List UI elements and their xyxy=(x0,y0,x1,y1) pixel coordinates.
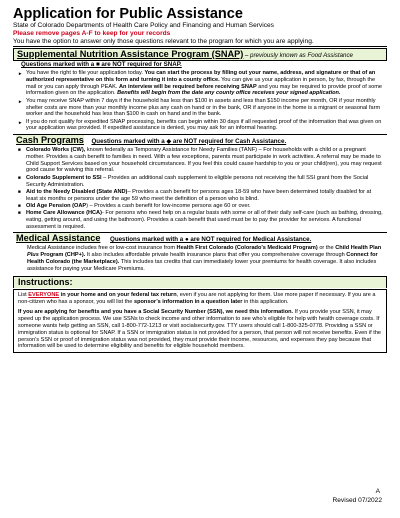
text-run: Aid to the Needy Disabled (State AND) xyxy=(26,188,128,195)
list-item xyxy=(17,98,383,118)
text-run: Colorado Works (CW), xyxy=(26,147,86,153)
page-title: Application for Public Assistance xyxy=(13,6,243,22)
cash-bullets xyxy=(13,146,387,232)
text-run: Health First Colorado (Colorado’s Medicaid Program) xyxy=(176,245,318,252)
cash-section xyxy=(13,134,387,232)
agency-line: State of Colorado Departments of Health Care Policy and Financing and Human Services xyxy=(13,22,274,30)
list-item xyxy=(17,119,383,133)
list-item xyxy=(17,175,383,189)
text-run: If you do not qualify for expedited SNAP processing, benefits can begin within 30 days if all requested proof of the information that was given on your application was provided. If expedited assistance is denied, you may ask for an informal hearing. xyxy=(26,118,382,132)
text-run: or the xyxy=(317,245,336,252)
text-run: in this application. xyxy=(242,298,289,305)
instructions-box xyxy=(13,289,387,354)
medical-text xyxy=(13,244,387,273)
text-run: , even if you are not applying for them. Use more paper if necessary. If you are a non-citizen who has a sponsor, you will list the xyxy=(18,291,376,305)
text-run: Medical Assistance includes free or low-cost insurance from xyxy=(27,245,177,252)
list-item xyxy=(17,147,383,174)
cash-title: Cash Programs xyxy=(16,134,84,145)
list-item xyxy=(17,210,383,230)
text-run: sponsor’s information in a question later xyxy=(133,298,243,305)
list-item xyxy=(17,189,383,203)
instructions-para-2 xyxy=(18,309,382,350)
text-run: Plus xyxy=(27,252,39,259)
text-run: Connect for Health Colorado (the Marketplace). xyxy=(27,252,378,266)
cash-marker: Questions marked with a ◆ are NOT required for Cash Assistance. xyxy=(91,137,287,145)
snap-marker: Questions marked with a ■ are NOT required for SNAP. xyxy=(21,61,182,69)
text-run: You can give us your application in person, by fax, through the mail or you can apply through PEAK. xyxy=(26,76,376,90)
text-run: This includes tax credits that can immediately lower your premiums for health coverage. It also includes assistance for paying your Medicare Premiums. xyxy=(27,259,377,272)
snap-previously: – previously known as Food Assistance xyxy=(244,51,353,59)
medical-marker: Questions marked with a ● are NOT required for Medical Assistance. xyxy=(110,236,312,244)
cash-header xyxy=(13,135,387,146)
list-item xyxy=(17,70,383,97)
medical-section xyxy=(13,232,387,273)
instructions-header: Instructions: xyxy=(13,276,387,288)
snap-title: Supplemental Nutrition Assistance Program (SNAP) xyxy=(17,48,244,59)
remove-pages-note: Please remove pages A-F to keep for your records xyxy=(13,30,171,38)
list-item xyxy=(17,203,383,210)
text-run: EVERYONE xyxy=(28,291,60,298)
text-run: – Provides a cash benefit for persons ages 18-59 who have been determined totally disabled for at least six months or persons under the age 59 who meet the definition of a person who is blind. xyxy=(26,188,372,202)
text-run: If you are applying for benefits and you have a Social Security Number (SSN), we need this information. xyxy=(18,309,294,316)
text-run: It also includes affordable private health insurance plans that offer you comprehensive coverage through xyxy=(85,252,347,259)
snap-bullets xyxy=(13,69,387,134)
page-footer xyxy=(333,488,383,505)
instructions-para-1 xyxy=(18,292,382,306)
text-run: You may receive SNAP within 7 days if the household has less than $100 in assets and less than $150 income per month, OR if your monthly shelter costs are more than your monthly income plus any cash on hand or in the bank, OR if anyone in the home is a migrant or seasonal farm worker and the household has less than $100 in cash on hand and in the bank. xyxy=(26,97,381,118)
snap-header xyxy=(13,48,387,61)
text-run: - For persons who need help on a regular basis with some or all of their daily self-care (such as bathing, dressing, eating, getting around, and using the bathroom). Provides a cash benefit that used must be to pay the provider for services. A functional assessment is required. xyxy=(26,210,383,230)
text-run: An interview will be required before receiving SNAP xyxy=(118,83,257,90)
medical-header xyxy=(13,233,387,244)
text-run: You can start the process by filling out your name, address, and signature or that of an authorized representative on this form and turning it into a county office. xyxy=(26,69,376,83)
text-run: and you may be required to provide proof of some information given on the application. xyxy=(26,83,383,97)
medical-title: Medical Assistance xyxy=(16,233,101,244)
snap-section xyxy=(13,48,387,134)
text-run: – Provides an additional cash supplement to eligible persons not receiving the full SSI grant from the Social Security Administration. xyxy=(26,174,369,188)
text-run: ) – Provides a cash benefit for low-income persons age 60 or over. xyxy=(86,203,251,209)
page-letter: A xyxy=(375,488,380,495)
text-run: If you provide your SSN, it may speed up the application process. We use SSNs to check income and other information to see who’s eligible for help with health coverage costs. If someone wants help getting an SSN, call 1-800-772-1213 or visit socialsecurity.gov. TTY users should call 1-800-325-0778. Providing a SSN or immigration status is optional for SNAP. If a SSN or immigration status is not provided for a person, that person will not receive benefits. Even if the person’s SSN or proof of immigration status was not provided, they must provide their income, resources, and expenses they pay because that information will be used to determine eligibility and benefits for eligible household members. xyxy=(18,309,382,350)
text-run: Colorado Supplement to SSI xyxy=(26,174,102,181)
text-run: in your home and on your federal tax return xyxy=(59,291,177,298)
text-run: known federally as Temporary Assistance for Needy Families (TANF) – For households with a child or a pregnant mother. Provides a cash benefit to families in need. With a few exceptions, parents must participate in work activities. A referral may be made to Child Support Services based on your household circumstances. If you feel this could cause hardship to you or your child(ren), you may request good cause for waiving this referral. xyxy=(26,147,382,174)
text-run: List xyxy=(18,291,29,298)
option-note: You have the option to answer only those questions relevant to the program for which you are applying. xyxy=(13,38,387,47)
text-run: Old Age Pension (OAP xyxy=(26,203,87,209)
text-run: Home Care Allowance (HCA) xyxy=(26,210,102,217)
revised-date: Revised 07/2022 xyxy=(332,496,382,504)
text-run: Program (CHP+). xyxy=(38,252,86,259)
text-run: You have the right to file your application today. xyxy=(26,69,145,76)
text-run: Child Health Plan xyxy=(335,245,382,252)
text-run: Benefits will begin from the date any county office receives your signed application. xyxy=(117,90,341,97)
